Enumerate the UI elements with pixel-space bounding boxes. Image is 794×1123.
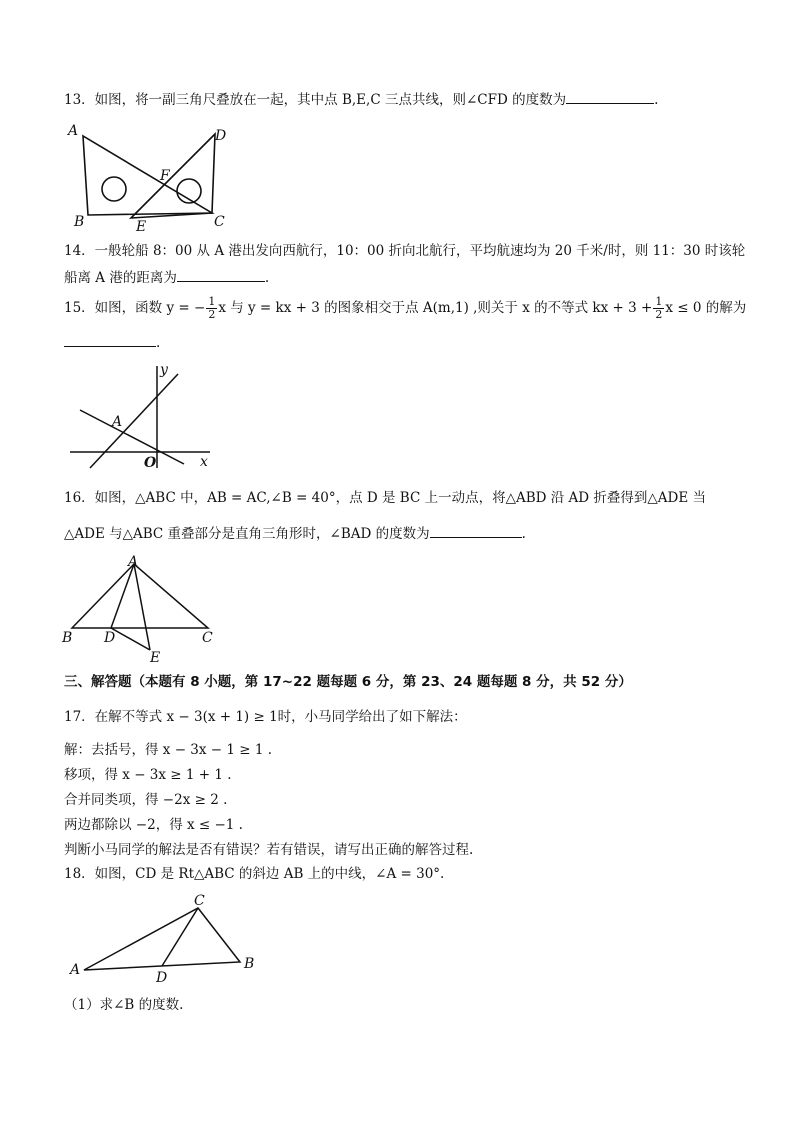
q15-prefix: 15．如图，函数 y = − [64, 300, 206, 316]
q16-answer-blank[interactable] [430, 523, 522, 538]
q18-triangle-abc [84, 908, 240, 970]
q17-question: 判断小马同学的解法是否有错误？若有错误，请写出正确的解答过程. [64, 842, 474, 858]
q13-triangle-dec [131, 134, 215, 218]
q15-frac2-den: 2 [655, 308, 663, 321]
q15-frac2-num: 1 [655, 295, 663, 308]
q16-line2 [64, 523, 526, 544]
q18-figure [66, 890, 266, 986]
q17-step-1: 解：去括号，得 x − 3x − 1 ≥ 1 . [64, 742, 273, 758]
q15-suffix: x ≤ 0 的解为 [665, 300, 747, 316]
q13-text-line [64, 89, 658, 110]
q16-label-c: C [202, 630, 213, 646]
q15-text-line [64, 296, 746, 321]
q13-end: . [654, 92, 659, 108]
q17-step-4: 两边都除以 −2，得 x ≤ −1 . [64, 817, 243, 833]
q16-line1: 16．如图，△ABC 中，AB = AC,∠B = 40°，点 D 是 BC 上一动点，将△ABD 沿 AD 折叠得到△ADE 当 [64, 490, 707, 506]
q18-label-d: D [156, 970, 168, 986]
q14-end: . [264, 270, 270, 286]
q15-frac1-den: 2 [208, 308, 216, 321]
q15-answer-line [64, 332, 160, 353]
q13-left-hole [102, 177, 126, 201]
q13-label-f: F [160, 168, 170, 184]
q13-answer-blank[interactable] [566, 89, 654, 104]
q14-line1: 14．一般轮船 8：00 从 A 港出发向西航行，10：00 折向北航行，平均航速均为 20 千米/时，则 11：30 时该轮 [64, 243, 746, 259]
q15-label-y: y [160, 362, 168, 378]
q13-label-c: C [214, 214, 225, 230]
q15-figure [66, 360, 226, 472]
q14-line2-prefix: 船离 A 港的距离为 [64, 270, 177, 286]
q15-mid: x 与 y = kx + 3 的图象相交于点 A(m,1) ,则关于 x 的不等式 kx + 3 + [218, 300, 653, 316]
q16-segment-de [111, 628, 150, 650]
q15-label-o: O [144, 455, 157, 471]
q15-label-x: x [200, 454, 208, 470]
q15-fraction-2 [653, 296, 664, 321]
q15-frac1-num: 1 [208, 295, 216, 308]
q14-line2 [64, 267, 269, 288]
q18-stem: 18．如图，CD 是 Rt△ABC 的斜边 AB 上的中线，∠A = 30°. [64, 866, 445, 882]
q17-step-2: 移项，得 x − 3x ≥ 1 + 1 . [64, 767, 232, 783]
q15-label-a: A [112, 414, 123, 430]
q18-label-a: A [70, 962, 81, 978]
q16-end: . [521, 526, 526, 542]
q16-segment-ad [111, 564, 134, 628]
q16-line2-prefix: △ADE 与△ABC 重叠部分是直角三角形时，∠BAD 的度数为 [64, 526, 430, 542]
q15-answer-blank[interactable] [64, 332, 156, 347]
q16-segment-ae [134, 564, 150, 650]
q15-end: . [156, 335, 161, 351]
q18-part1: （1）求∠B 的度数. [64, 997, 184, 1013]
section3-heading: 三、解答题（本题有 8 小题，第 17~22 题每题 6 分，第 23、24 题每题 8 分，共 52 分） [64, 674, 632, 690]
q13-label-d: D [215, 128, 227, 144]
q13-label-a: A [68, 123, 79, 139]
q16-figure [60, 552, 230, 666]
q15-line-shallow [80, 410, 184, 464]
q13-label-e: E [136, 219, 147, 234]
q13-stem: 13．如图，将一副三角尺叠放在一起，其中点 B,E,C 三点共线，则∠CFD 的度数为 [64, 92, 567, 108]
q15-fraction-1 [206, 296, 217, 321]
q16-label-b: B [62, 630, 73, 646]
q16-label-e: E [150, 650, 161, 666]
q18-median-cd [162, 908, 198, 966]
q13-label-b: B [74, 214, 85, 230]
q16-label-d: D [104, 630, 116, 646]
q16-label-a: A [128, 554, 139, 570]
q18-label-b: B [244, 956, 255, 972]
q14-answer-blank[interactable] [177, 267, 265, 282]
q18-label-c: C [194, 893, 205, 909]
q13-figure [60, 118, 240, 234]
q17-step-3: 合并同类项，得 −2x ≥ 2 . [64, 792, 228, 808]
q17-stem: 17．在解不等式 x − 3(x + 1) ≥ 1时，小马同学给出了如下解法： [64, 709, 467, 725]
